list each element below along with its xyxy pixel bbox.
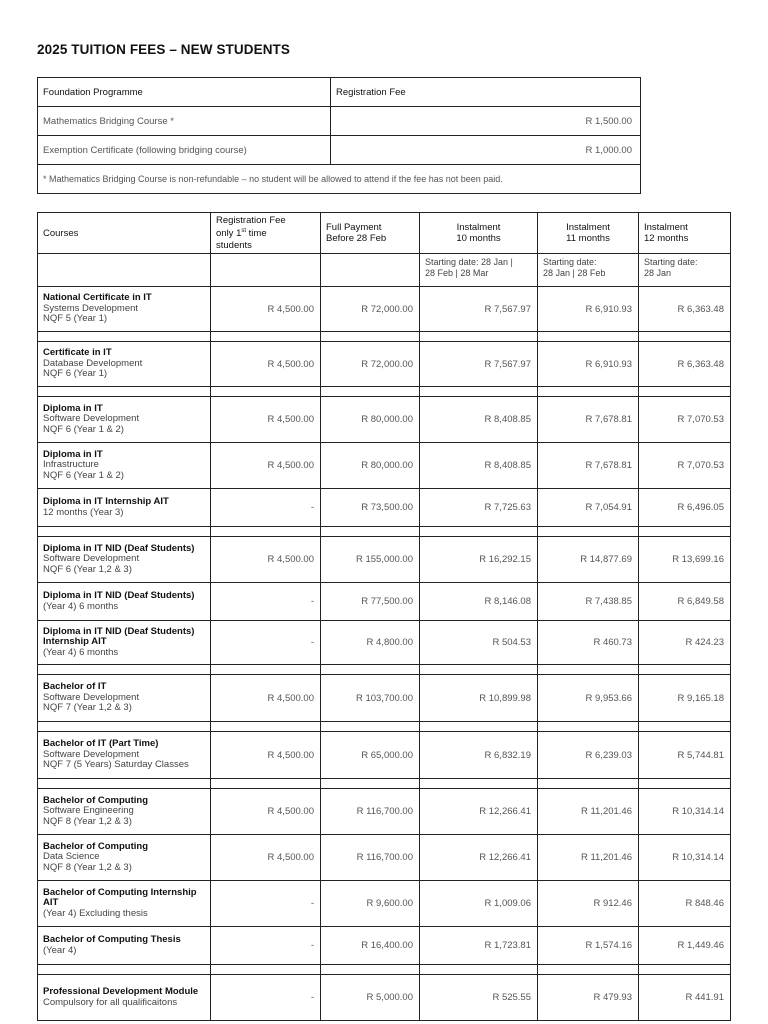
instalment-11-cell: R 6,910.93 <box>538 287 639 332</box>
spacer-cell <box>639 779 731 789</box>
course-cell <box>38 583 211 621</box>
registration-fee-cell: R 4,500.00 <box>211 342 321 387</box>
instalment-12-cell: R 6,363.48 <box>639 342 731 387</box>
spacer-cell <box>211 332 321 342</box>
course-cell <box>38 397 211 443</box>
registration-fee-cell: R 4,500.00 <box>211 732 321 779</box>
instalment-11-cell: R 7,678.81 <box>538 397 639 443</box>
course-row <box>38 621 731 665</box>
instalment-12-cell: R 424.23 <box>639 621 731 665</box>
spacer-cell <box>38 527 211 537</box>
foundation-table <box>37 77 641 194</box>
course-description: Software Development <box>43 553 140 565</box>
spacer-cell <box>38 722 211 732</box>
instalment-10-cell: R 504.53 <box>420 621 538 665</box>
spacer-cell <box>538 527 639 537</box>
spacer-cell <box>321 779 420 789</box>
spacer-cell <box>38 332 211 342</box>
foundation-row-fee: R 1,500.00 <box>331 107 641 136</box>
course-row <box>38 927 731 965</box>
instalment-12-cell: R 7,070.53 <box>639 397 731 443</box>
spacer-cell <box>639 722 731 732</box>
full-payment-cell: R 72,000.00 <box>321 287 420 332</box>
course-name: Diploma in IT NID (Deaf Students) Internship AIT <box>43 625 195 648</box>
course-row <box>38 397 731 443</box>
course-name: Diploma in IT NID (Deaf Students) <box>43 542 195 554</box>
instalment-10-cell: R 8,408.85 <box>420 443 538 489</box>
course-name: Diploma in IT <box>43 448 103 460</box>
full-payment-cell: R 5,000.00 <box>321 975 420 1021</box>
spacer-cell <box>420 527 538 537</box>
registration-fee-cell: - <box>211 881 321 927</box>
full-payment-cell: R 73,500.00 <box>321 489 420 527</box>
spacer-cell <box>420 722 538 732</box>
instalment-12-cell: R 7,070.53 <box>639 443 731 489</box>
course-name: National Certificate in IT <box>43 292 152 304</box>
start-i10-line2: 28 Feb | 28 Mar <box>425 268 489 278</box>
start-i12-line1: Starting date: <box>644 257 698 267</box>
header-reg-line1: Registration Fee <box>216 215 286 227</box>
course-row <box>38 489 731 527</box>
course-row <box>38 789 731 835</box>
spacer-cell <box>420 779 538 789</box>
instalment-11-cell: R 7,438.85 <box>538 583 639 621</box>
instalment-10-cell: R 12,266.41 <box>420 835 538 881</box>
spacer-cell <box>639 665 731 675</box>
course-name: Bachelor of IT (Part Time) <box>43 738 159 750</box>
course-description: (Year 4) 6 months <box>43 600 119 612</box>
course-row <box>38 342 731 387</box>
course-cell <box>38 835 211 881</box>
spacer-cell <box>321 332 420 342</box>
course-row <box>38 675 731 722</box>
spacer-cell <box>321 387 420 397</box>
full-payment-cell: R 80,000.00 <box>321 443 420 489</box>
registration-fee-cell: R 4,500.00 <box>211 397 321 443</box>
group-spacer-row <box>38 965 731 975</box>
spacer-cell <box>38 965 211 975</box>
instalment-11-cell: R 7,054.91 <box>538 489 639 527</box>
header-reg-sup: st <box>241 228 247 235</box>
spacer-cell <box>211 722 321 732</box>
spacer-cell <box>420 332 538 342</box>
start-i10-line1: Starting date: 28 Jan | <box>425 257 513 267</box>
course-description: 12 months (Year 3) <box>43 506 124 518</box>
registration-fee-cell: R 4,500.00 <box>211 789 321 835</box>
instalment-12-cell: R 1,449.46 <box>639 927 731 965</box>
course-description: (Year 4) Excluding thesis <box>43 907 148 919</box>
instalment-11-cell: R 6,910.93 <box>538 342 639 387</box>
course-name: Diploma in IT Internship AIT <box>43 496 169 507</box>
instalment-11-cell: R 11,201.46 <box>538 835 639 881</box>
group-spacer-row <box>38 722 731 732</box>
instalment-12-cell: R 10,314.14 <box>639 789 731 835</box>
course-cell <box>38 621 211 665</box>
registration-fee-cell: - <box>211 927 321 965</box>
course-description: Software Development <box>43 691 140 703</box>
spacer-cell <box>321 527 420 537</box>
instalment-10-cell: R 525.55 <box>420 975 538 1021</box>
full-payment-cell: R 9,600.00 <box>321 881 420 927</box>
course-description: Database Development <box>43 357 143 369</box>
instalment-11-cell: R 9,953.66 <box>538 675 639 722</box>
full-payment-cell: R 80,000.00 <box>321 397 420 443</box>
full-payment-cell: R 65,000.00 <box>321 732 420 779</box>
instalment-11-cell: R 11,201.46 <box>538 789 639 835</box>
course-description: NQF 6 (Year 1 & 2) <box>43 469 124 481</box>
spacer-cell <box>38 665 211 675</box>
start-i11-line2: 28 Jan | 28 Feb <box>543 268 606 278</box>
spacer-cell <box>38 387 211 397</box>
instalment-12-cell: R 10,314.14 <box>639 835 731 881</box>
header-reg-line2a: only 1 <box>216 228 242 240</box>
foundation-row-label: Exemption Certificate (following bridging course) <box>38 136 331 165</box>
course-cell <box>38 789 211 835</box>
page-title: 2025 TUITION FEES – NEW STUDENTS <box>37 42 290 57</box>
course-cell <box>38 489 211 527</box>
group-spacer-row <box>38 779 731 789</box>
instalment-10-cell: R 8,146.08 <box>420 583 538 621</box>
full-payment-cell: R 4,800.00 <box>321 621 420 665</box>
instalment-12-cell: R 13,699.16 <box>639 537 731 583</box>
registration-fee-cell: R 4,500.00 <box>211 675 321 722</box>
instalment-10-cell: R 7,567.97 <box>420 287 538 332</box>
header-registration-fee <box>211 213 321 254</box>
header-reg-line3: students <box>216 239 252 251</box>
course-cell <box>38 287 211 332</box>
start-dates-empty <box>38 254 211 287</box>
spacer-cell <box>211 965 321 975</box>
start-i12-line2: 28 Jan <box>644 268 672 278</box>
spacer-cell <box>321 722 420 732</box>
group-spacer-row <box>38 387 731 397</box>
spacer-cell <box>639 527 731 537</box>
courses-header-row <box>38 213 731 254</box>
header-full-line2: Before 28 Feb <box>326 233 387 244</box>
course-row <box>38 583 731 621</box>
course-name: Professional Development Module <box>43 986 199 997</box>
full-payment-cell: R 116,700.00 <box>321 835 420 881</box>
instalment-10-cell: R 8,408.85 <box>420 397 538 443</box>
start-date-i12 <box>639 254 731 287</box>
registration-fee-cell: R 4,500.00 <box>211 443 321 489</box>
instalment-11-cell: R 6,239.03 <box>538 732 639 779</box>
spacer-cell <box>420 387 538 397</box>
header-instalment-10 <box>420 213 538 254</box>
course-row <box>38 287 731 332</box>
header-instalment-11 <box>538 213 639 254</box>
group-spacer-row <box>38 527 731 537</box>
instalment-11-cell: R 7,678.81 <box>538 443 639 489</box>
course-description: NQF 8 (Year 1,2 & 3) <box>43 861 132 873</box>
course-description: NQF 6 (Year 1) <box>43 368 108 380</box>
header-instalment-12 <box>639 213 731 254</box>
spacer-cell <box>211 387 321 397</box>
registration-fee-cell: - <box>211 621 321 665</box>
instalment-12-cell: R 9,165.18 <box>639 675 731 722</box>
foundation-header-row <box>38 78 641 107</box>
course-name: Bachelor of Computing <box>43 794 149 806</box>
spacer-cell <box>538 722 639 732</box>
course-description: NQF 7 (Year 1,2 & 3) <box>43 702 132 714</box>
header-i12-line1: Instalment <box>644 222 688 233</box>
instalment-11-cell: R 912.46 <box>538 881 639 927</box>
spacer-cell <box>321 965 420 975</box>
header-full-payment <box>321 213 420 254</box>
header-full-line1: Full Payment <box>326 222 382 233</box>
courses-table <box>37 212 731 1021</box>
registration-fee-cell: R 4,500.00 <box>211 537 321 583</box>
course-description: Software Development <box>43 748 140 760</box>
spacer-cell <box>538 665 639 675</box>
registration-fee-cell: - <box>211 975 321 1021</box>
header-i10-line2: 10 months <box>456 233 501 244</box>
spacer-cell <box>538 965 639 975</box>
spacer-cell <box>538 779 639 789</box>
instalment-10-cell: R 10,899.98 <box>420 675 538 722</box>
spacer-cell <box>38 779 211 789</box>
instalment-12-cell: R 5,744.81 <box>639 732 731 779</box>
foundation-row-fee: R 1,000.00 <box>331 136 641 165</box>
header-reg-line2b: time <box>246 228 267 240</box>
course-cell <box>38 732 211 779</box>
course-row <box>38 881 731 927</box>
course-cell <box>38 342 211 387</box>
instalment-10-cell: R 12,266.41 <box>420 789 538 835</box>
course-name: Bachelor of Computing Thesis <box>43 934 181 945</box>
instalment-12-cell: R 441.91 <box>639 975 731 1021</box>
instalment-11-cell: R 460.73 <box>538 621 639 665</box>
start-date-i10 <box>420 254 538 287</box>
course-name: Diploma in IT <box>43 402 103 414</box>
instalment-11-cell: R 479.93 <box>538 975 639 1021</box>
registration-fee-cell: - <box>211 583 321 621</box>
spacer-cell <box>321 665 420 675</box>
header-i11-line2: 11 months <box>566 233 610 244</box>
course-row <box>38 732 731 779</box>
header-i11-line1: Instalment <box>566 222 610 233</box>
course-name: Certificate in IT <box>43 347 112 359</box>
start-dates-empty <box>321 254 420 287</box>
course-cell <box>38 675 211 722</box>
course-cell <box>38 443 211 489</box>
group-spacer-row <box>38 332 731 342</box>
start-date-i11 <box>538 254 639 287</box>
foundation-note-row <box>38 165 641 194</box>
instalment-11-cell: R 1,574.16 <box>538 927 639 965</box>
registration-fee-cell: R 4,500.00 <box>211 287 321 332</box>
registration-fee-cell: R 4,500.00 <box>211 835 321 881</box>
foundation-note: * Mathematics Bridging Course is non-refundable – no student will be allowed to attend if the fee has not been paid. <box>38 165 641 194</box>
header-i10-line1: Instalment <box>456 222 501 233</box>
spacer-cell <box>420 965 538 975</box>
course-description: (Year 4) 6 months <box>43 646 119 658</box>
instalment-12-cell: R 6,363.48 <box>639 287 731 332</box>
course-description: Data Science <box>43 851 100 863</box>
course-description: Infrastructure <box>43 459 99 471</box>
course-description: NQF 7 (5 Years) Saturday Classes <box>43 759 189 771</box>
foundation-row <box>38 136 641 165</box>
course-description: Software Development <box>43 413 140 425</box>
header-courses: Courses <box>38 213 211 254</box>
start-dates-row <box>38 254 731 287</box>
course-row <box>38 975 731 1021</box>
course-cell <box>38 975 211 1021</box>
start-dates-empty <box>211 254 321 287</box>
course-description: NQF 6 (Year 1,2 & 3) <box>43 563 132 575</box>
foundation-header-fee: Registration Fee <box>331 78 641 107</box>
instalment-10-cell: R 7,567.97 <box>420 342 538 387</box>
spacer-cell <box>639 387 731 397</box>
start-i11-line1: Starting date: <box>543 257 597 267</box>
spacer-cell <box>420 665 538 675</box>
instalment-11-cell: R 14,877.69 <box>538 537 639 583</box>
instalment-10-cell: R 1,009.06 <box>420 881 538 927</box>
foundation-row <box>38 107 641 136</box>
spacer-cell <box>538 332 639 342</box>
course-name: Bachelor of Computing Internship AIT <box>43 886 197 909</box>
instalment-10-cell: R 7,725.63 <box>420 489 538 527</box>
course-row <box>38 537 731 583</box>
instalment-10-cell: R 6,832.19 <box>420 732 538 779</box>
instalment-12-cell: R 6,496.05 <box>639 489 731 527</box>
course-description: Compulsory for all qualificaitons <box>43 996 178 1008</box>
group-spacer-row <box>38 665 731 675</box>
course-description: Software Engineering <box>43 805 134 817</box>
course-description: NQF 8 (Year 1,2 & 3) <box>43 815 132 827</box>
instalment-12-cell: R 848.46 <box>639 881 731 927</box>
course-row <box>38 443 731 489</box>
full-payment-cell: R 103,700.00 <box>321 675 420 722</box>
foundation-header-programme: Foundation Programme <box>38 78 331 107</box>
spacer-cell <box>211 779 321 789</box>
full-payment-cell: R 16,400.00 <box>321 927 420 965</box>
course-row <box>38 835 731 881</box>
spacer-cell <box>538 387 639 397</box>
course-description: NQF 5 (Year 1) <box>43 313 108 325</box>
course-name: Diploma in IT NID (Deaf Students) <box>43 590 195 601</box>
full-payment-cell: R 77,500.00 <box>321 583 420 621</box>
course-cell <box>38 537 211 583</box>
full-payment-cell: R 155,000.00 <box>321 537 420 583</box>
spacer-cell <box>211 527 321 537</box>
full-payment-cell: R 72,000.00 <box>321 342 420 387</box>
foundation-row-label: Mathematics Bridging Course * <box>38 107 331 136</box>
instalment-10-cell: R 1,723.81 <box>420 927 538 965</box>
course-name: Bachelor of IT <box>43 681 107 693</box>
course-description: Systems Development <box>43 302 139 314</box>
course-description: (Year 4) <box>43 944 77 956</box>
course-name: Bachelor of Computing <box>43 840 149 852</box>
instalment-12-cell: R 6,849.58 <box>639 583 731 621</box>
course-description: NQF 6 (Year 1 & 2) <box>43 423 124 435</box>
spacer-cell <box>211 665 321 675</box>
instalment-10-cell: R 16,292.15 <box>420 537 538 583</box>
spacer-cell <box>639 965 731 975</box>
registration-fee-cell: - <box>211 489 321 527</box>
course-cell <box>38 881 211 927</box>
full-payment-cell: R 116,700.00 <box>321 789 420 835</box>
course-cell <box>38 927 211 965</box>
spacer-cell <box>639 332 731 342</box>
header-i12-line2: 12 months <box>644 233 689 244</box>
